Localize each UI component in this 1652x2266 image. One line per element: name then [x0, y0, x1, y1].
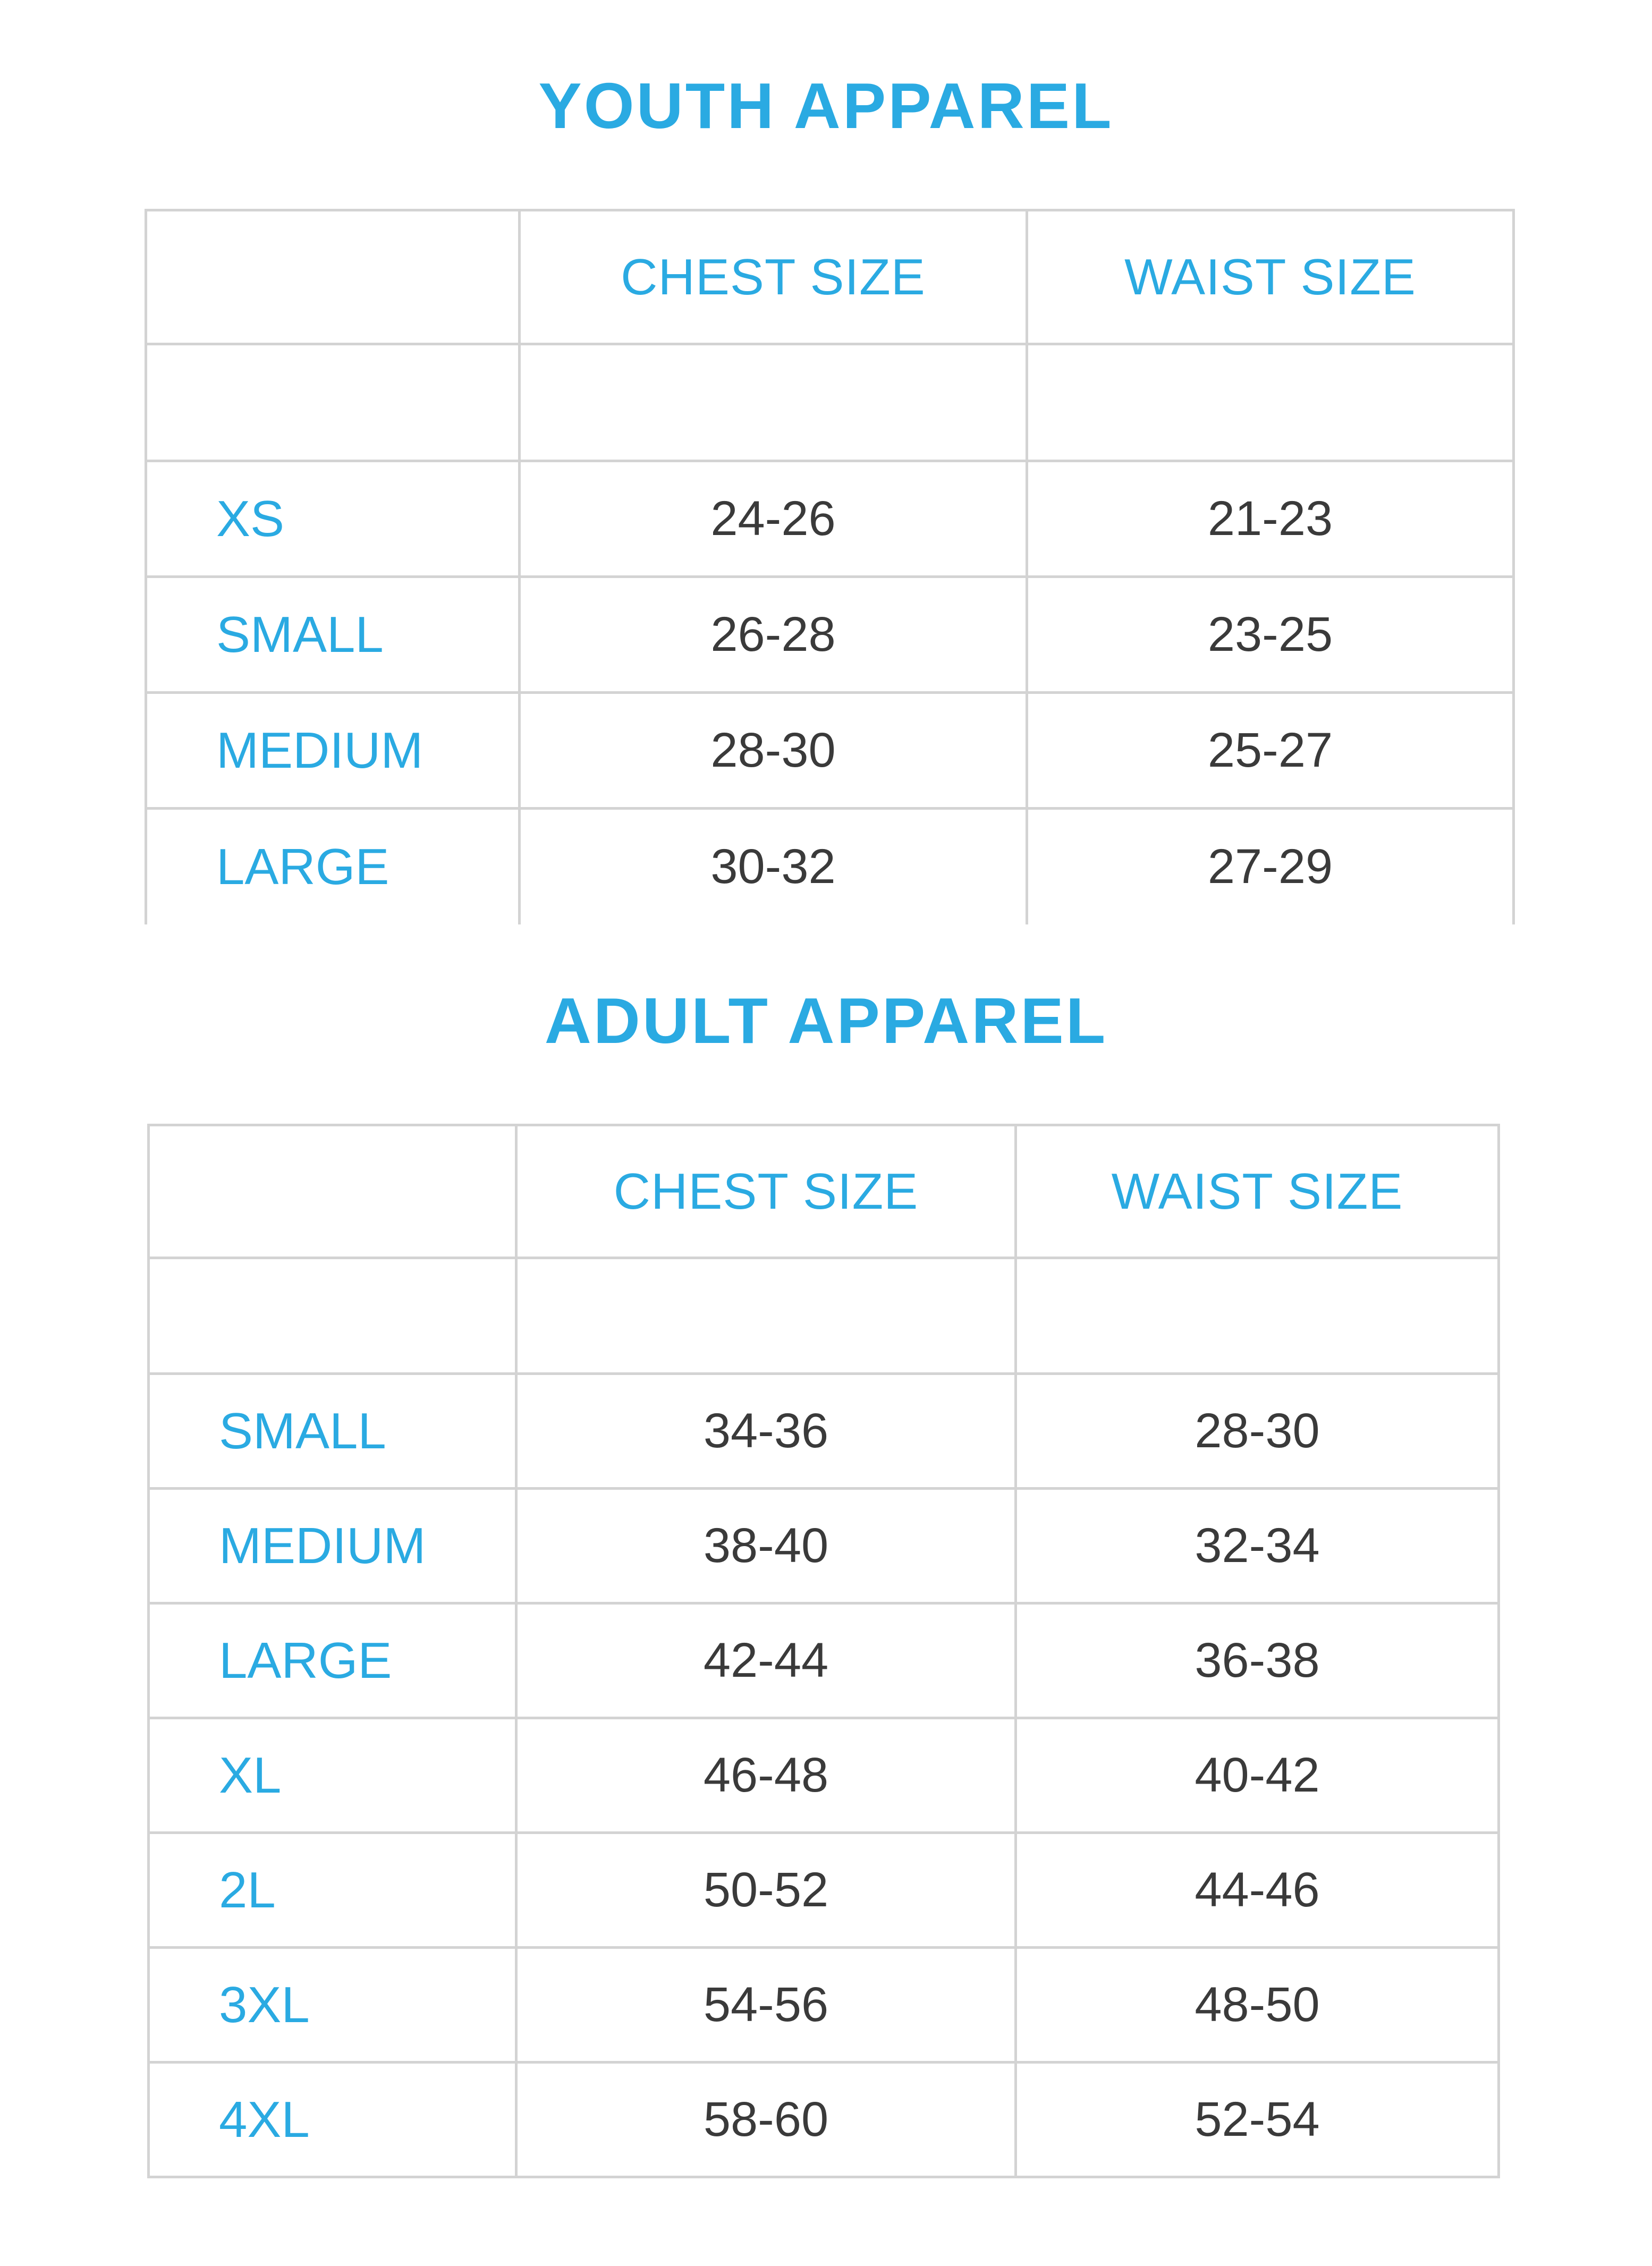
youth-empty-cell [146, 344, 520, 461]
adult-empty-cell [149, 1258, 516, 1374]
chest-size-value: 24-26 [520, 461, 1027, 577]
waist-size-value: 36-38 [1016, 1603, 1499, 1718]
size-label: 3XL [149, 1948, 516, 2063]
chest-size-value: 28-30 [520, 693, 1027, 809]
youth-empty-cell [1027, 344, 1514, 461]
youth-empty-row [146, 344, 1514, 461]
chest-size-value: 50-52 [516, 1833, 1016, 1948]
table-row [149, 1833, 1499, 1948]
chest-size-value: 58-60 [516, 2063, 1016, 2177]
waist-size-value: 32-34 [1016, 1489, 1499, 1603]
adult-header-row [149, 1125, 1499, 1258]
size-label: XS [146, 461, 520, 577]
waist-size-value: 23-25 [1027, 577, 1514, 693]
adult-empty-cell [516, 1258, 1016, 1374]
chest-size-value: 30-32 [520, 809, 1027, 924]
waist-size-value: 27-29 [1027, 809, 1514, 924]
table-row [149, 1489, 1499, 1603]
youth-empty-cell [520, 344, 1027, 461]
youth-header-size [146, 210, 520, 344]
chest-size-value: 46-48 [516, 1718, 1016, 1833]
adult-empty-row [149, 1258, 1499, 1374]
youth-size-chart-table [145, 209, 1515, 924]
youth-header-row [146, 210, 1514, 344]
size-label: 2L [149, 1833, 516, 1948]
adult-empty-cell [1016, 1258, 1499, 1374]
adult-apparel-title: ADULT APPAREL [544, 985, 1108, 1057]
youth-header-chest-size: CHEST SIZE [520, 210, 1027, 344]
adult-header-waist-size: WAIST SIZE [1016, 1125, 1499, 1258]
chest-size-value: 42-44 [516, 1603, 1016, 1718]
table-row [146, 461, 1514, 577]
size-label: MEDIUM [146, 693, 520, 809]
chest-size-value: 38-40 [516, 1489, 1016, 1603]
waist-size-value: 52-54 [1016, 2063, 1499, 2177]
table-row [149, 1718, 1499, 1833]
size-label: LARGE [146, 809, 520, 924]
adult-header-chest-size: CHEST SIZE [516, 1125, 1016, 1258]
chest-size-value: 26-28 [520, 577, 1027, 693]
youth-header-waist-size: WAIST SIZE [1027, 210, 1514, 344]
waist-size-value: 44-46 [1016, 1833, 1499, 1948]
adult-size-chart-table [147, 1124, 1500, 2178]
chest-size-value: 34-36 [516, 1374, 1016, 1489]
table-row [149, 1374, 1499, 1489]
table-row [149, 2063, 1499, 2177]
size-label: 4XL [149, 2063, 516, 2177]
table-row [146, 693, 1514, 809]
size-label: SMALL [149, 1374, 516, 1489]
size-label: SMALL [146, 577, 520, 693]
table-row [149, 1948, 1499, 2063]
waist-size-value: 21-23 [1027, 461, 1514, 577]
waist-size-value: 28-30 [1016, 1374, 1499, 1489]
size-label: XL [149, 1718, 516, 1833]
table-row [146, 809, 1514, 924]
table-row [146, 577, 1514, 693]
adult-header-size [149, 1125, 516, 1258]
waist-size-value: 48-50 [1016, 1948, 1499, 2063]
size-label: LARGE [149, 1603, 516, 1718]
size-label: MEDIUM [149, 1489, 516, 1603]
table-row [149, 1603, 1499, 1718]
youth-apparel-title: YOUTH APPAREL [538, 70, 1114, 142]
waist-size-value: 40-42 [1016, 1718, 1499, 1833]
chest-size-value: 54-56 [516, 1948, 1016, 2063]
waist-size-value: 25-27 [1027, 693, 1514, 809]
